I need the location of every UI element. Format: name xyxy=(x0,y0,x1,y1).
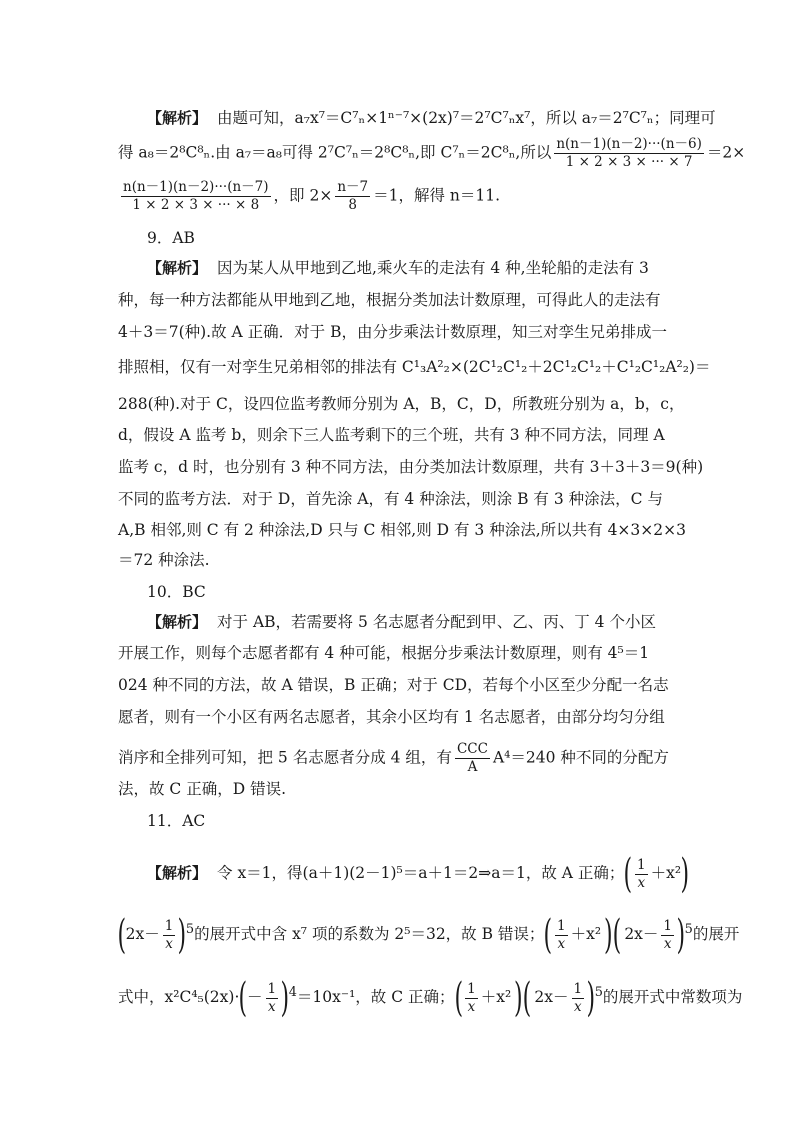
fraction: $\frac{n-7}{8}$ xyxy=(337,179,369,213)
q11-answer: 11．AC xyxy=(147,812,206,830)
analysis-tag: 【解析】 xyxy=(147,259,208,277)
q9-line-8: 不同的监考方法．对于 D，首先涂 A，有 4 种涂法，则涂 B 有 3 种涂法，C 与 xyxy=(118,490,663,508)
analysis-tag: 【解析】 xyxy=(147,613,208,631)
q8-line-1: 【解析】 由题可知，a₇x⁷＝C⁷ₙ×1ⁿ⁻⁷×(2x)⁷＝2⁷C⁷ₙx⁷，所以 a₇＝2⁷C⁷ₙ；同理可 xyxy=(147,109,716,127)
fraction: $\frac{n(n-1)(n-2)\cdot\cdot\cdot(n-6)}{1 \times 2 \times 3 \times \cdot\cdot\cdot \times 7}$ xyxy=(556,136,702,170)
q9-line-5: 288(种).对于 C，设四位监考教师分别为 A，B，C，D，所教班分别为 a，b，c， xyxy=(118,395,685,413)
q8-line-2: 得 a₈＝2⁸C⁸ₙ.由 a₇＝a₈可得 2⁷C⁷ₙ＝2⁸C⁸ₙ,即 C⁷ₙ＝2C⁸ₙ,所以 $\frac{n(n-1)(n-2)\cdot\cdot\cdot(n-6)}{1 \times 2 \times 3 \times \cdot\cdot\cdot \times 7}$ ＝2× xyxy=(118,136,746,170)
analysis-tag: 【解析】 xyxy=(147,864,208,882)
q8-line-3: $\frac{n(n-1)(n-2)\cdot\cdot\cdot(n-7)}{1 \times 2 \times 3 \times \cdot\cdot\cdot \times 8}$ ，即 2× $\frac{n-7}{8}$ ＝1，解得 n＝11. xyxy=(123,179,501,213)
q9-line-6: d，假设 A 监考 b，则余下三人监考剩下的三个班，共有 3 种不同方法，同理 A xyxy=(118,426,665,444)
q9-line-2: 种，每一种方法都能从甲地到乙地，根据分类加法计数原理，可得此人的走法有 xyxy=(118,291,661,309)
q10-line-4: 愿者，则有一个小区有两名志愿者，其余小区均有 1 名志愿者，由部分均匀分组 xyxy=(118,708,665,726)
q9-line-1: 【解析】 因为某人从甲地到乙地,乘火车的走法有 4 种,坐轮船的走法有 3 xyxy=(147,259,649,277)
q11-line-3: 式中，x²C⁴₅(2x)·(－ $\frac{1}{x}$ )$^4$＝10x⁻¹，故 C 正确；( $\frac{1}{x}$ ＋x²)( 2x－ $\frac{1}{x}$ )$^5$的展开式中常数项为 xyxy=(118,975,743,1021)
q10-line-5: 消序和全排列可知，把 5 名志愿者分成 4 组，有 $\frac{\text{CCC}}{A}$ A⁴＝240 种不同的分配方 xyxy=(118,741,669,775)
q11-line-2: (2x－ $\frac{1}{x}$ )$^5$的展开式中含 x⁷ 项的系数为 2⁵＝32，故 B 错误；( $\frac{1}{x}$ ＋x²)( 2x－ $\frac{1}{x}$ )$^5$的展开 xyxy=(117,912,740,958)
analysis-tag: 【解析】 xyxy=(147,109,208,127)
q9-line-9: A,B 相邻,则 C 有 2 种涂法,D 只与 C 相邻,则 D 有 3 种涂法,所以共有 4×3×2×3 xyxy=(118,521,686,539)
q10-line-1: 【解析】 对于 AB，若需要将 5 名志愿者分配到甲、乙、丙、丁 4 个小区 xyxy=(147,613,656,631)
q9-line-10: ＝72 种涂法. xyxy=(118,551,210,569)
q10-line-2: 开展工作，则每个志愿者都有 4 种可能，根据分步乘法计数原理，则有 4⁵＝1 xyxy=(118,644,650,662)
q10-line-3: 024 种不同的方法，故 A 错误，B 正确；对于 CD，若每个小区至少分配一名志 xyxy=(118,676,669,694)
q9-line-4: 排照相，仅有一对孪生兄弟相邻的排法有 C¹₃A²₂×(2C¹₂C¹₂＋2C¹₂C¹₂＋C¹₂C¹₂A²₂)＝ xyxy=(118,358,711,376)
q10-line-6: 法，故 C 正确，D 错误. xyxy=(118,780,286,798)
q9-line-3: 4＋3＝7(种).故 A 正确．对于 B，由分步乘法计数原理，知三对孪生兄弟排成一 xyxy=(118,323,667,341)
fraction: $\frac{n(n-1)(n-2)\cdot\cdot\cdot(n-7)}{1 \times 2 \times 3 \times \cdot\cdot\cdot \times 8}$ xyxy=(123,179,269,213)
q11-line-1: 【解析】 令 x＝1，得(a＋1)(2－1)⁵＝a＋1＝2⇒a＝1，故 A 正确；( $\frac{1}{x}$ ＋x²) xyxy=(147,851,690,897)
q9-answer: 9．AB xyxy=(147,229,195,247)
q10-answer: 10．BC xyxy=(147,583,206,601)
fraction: $\frac{\text{CCC}}{A}$ xyxy=(456,741,488,775)
q9-line-7: 监考 c，d 时，也分别有 3 种不同方法，由分类加法计数原理，共有 3＋3＋3＝9(种) xyxy=(118,458,704,476)
